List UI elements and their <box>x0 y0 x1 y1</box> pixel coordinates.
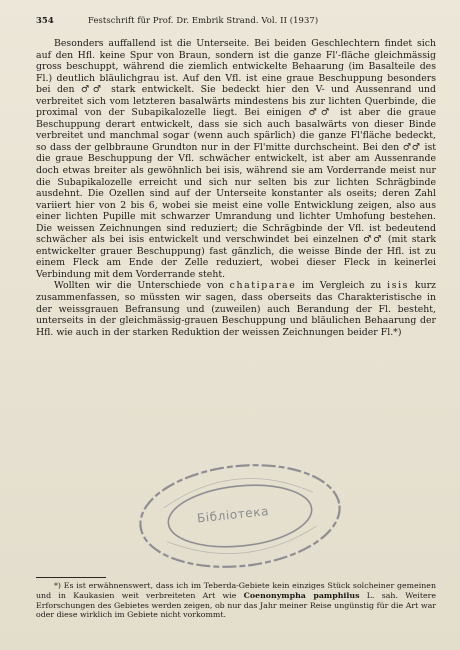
running-header <box>36 14 436 26</box>
footnote-text: *) Es ist erwähnenswert, dass ich im Teberda-Gebiete kein einziges Stück solcheiner gemeinen und in Kaukasien weit verbreiteten Art wie <box>36 581 436 600</box>
library-stamp <box>130 449 351 582</box>
footnote <box>36 581 436 620</box>
footnote-rule <box>36 577 106 578</box>
body-text <box>36 38 436 338</box>
paragraph-text: im Vergleich zu <box>296 280 388 292</box>
taxon-name: isis <box>387 280 410 292</box>
paragraph-text: Besonders auffallend ist die Unterseite. Bei beiden Geschlechtern findet sich auf den Hfl. keine Spur von Braun, sondern ist die ganze Fl'-fläche gleichmässig gross beschuppt, während die ziemlich entwickelte Behaarung (im Basalteile des Fl.) deutlich bläulichgrau ist. Auf den Vfl. ist eine graue Beschuppung besonders bei den ♂♂ stark entwickelt. Sie bedeckt hier den V- und Aussenrand und verbreitet sich vom letzteren basalwärts mindestens bis zur lichten Querbinde, die proximal von der Subapikalozelle liegt. Bei einigen ♂♂ ist aber die graue Beschuppung derart entwickelt, dass sie sich auch basalwärts von dieser Binde verbreitet und manchmal sogar (wenn auch spärlich) die ganze Fl'fläche bedeckt, so dass der gelbbraune Grundton nur in der Fl'mitte durchscheint. Bei den ♂♂ ist die graue Beschuppung der Vfl. schwächer entwickelt, ist aber am Aussenrande doch etwas breiter als gewöhnlich bei isis, während sie am Vorderrande meist nur die Subapikalozelle erreicht und sich nur selten bis zur lichten Schrägbinde ausdehnt. Die Ozellen sind auf der Unterseite konstanter als oseits; deren Zahl variiert hier von 2 bis 6, wobei sie meist eine volle Entwicklung zeigen, also aus einer lichten Pupille mit schwarzer Umrandung und lichter Umhofung bestehen. Die weissen Zeichnungen sind reduziert; die Schrägbinde der Vfl. ist bedeutend schwächer als bei isis entwickelt und verschwindet bei einzelnen ♂♂ (mit stark entwickelter grauer Beschuppung) fast gänzlich, die weisse Binde der Hfl. ist zu einem Fleck am Ende der Zelle reduziert, wobei dieser Fleck in keinerlei Verbindung mit dem Vorderrande steht. <box>36 38 436 280</box>
footnote-paragraph <box>36 581 436 620</box>
paragraph-summary <box>36 280 436 338</box>
taxon-name: chatiparae <box>229 280 297 292</box>
paragraph-text: kurz zusammenfassen, so müssten wir sagen, dass oberseits das Charakteristische in der weissgrauen Befransung und (zuweilen) auch Berandung der Fl. besteht, unterseits in der gleichmässig-grauen Beschuppung und bläulichen Behaarung der Hfl. wie auch in der starken Reduktion der weissen Zeichnungen beider Fl.*) <box>36 280 436 338</box>
page-number: 354 <box>36 15 54 25</box>
paragraph-underside <box>36 38 436 280</box>
paragraph-text: Wollten wir die Unterschiede von <box>54 280 230 292</box>
stamp-center-text: Бiблiотека <box>196 503 270 526</box>
species-name: Coenonympha pamphilus <box>243 590 360 600</box>
footnote-text: L. sah. Weitere Erforschungen des Gebietes werden zeigen, ob nur das Jahr meiner Reise ungünstig für die Art war oder diese wirklich im Gebiete nicht vorkommt. <box>36 590 437 620</box>
running-title: Festschrift für Prof. Dr. Embrik Strand. Vol. II (1937) <box>88 15 319 25</box>
